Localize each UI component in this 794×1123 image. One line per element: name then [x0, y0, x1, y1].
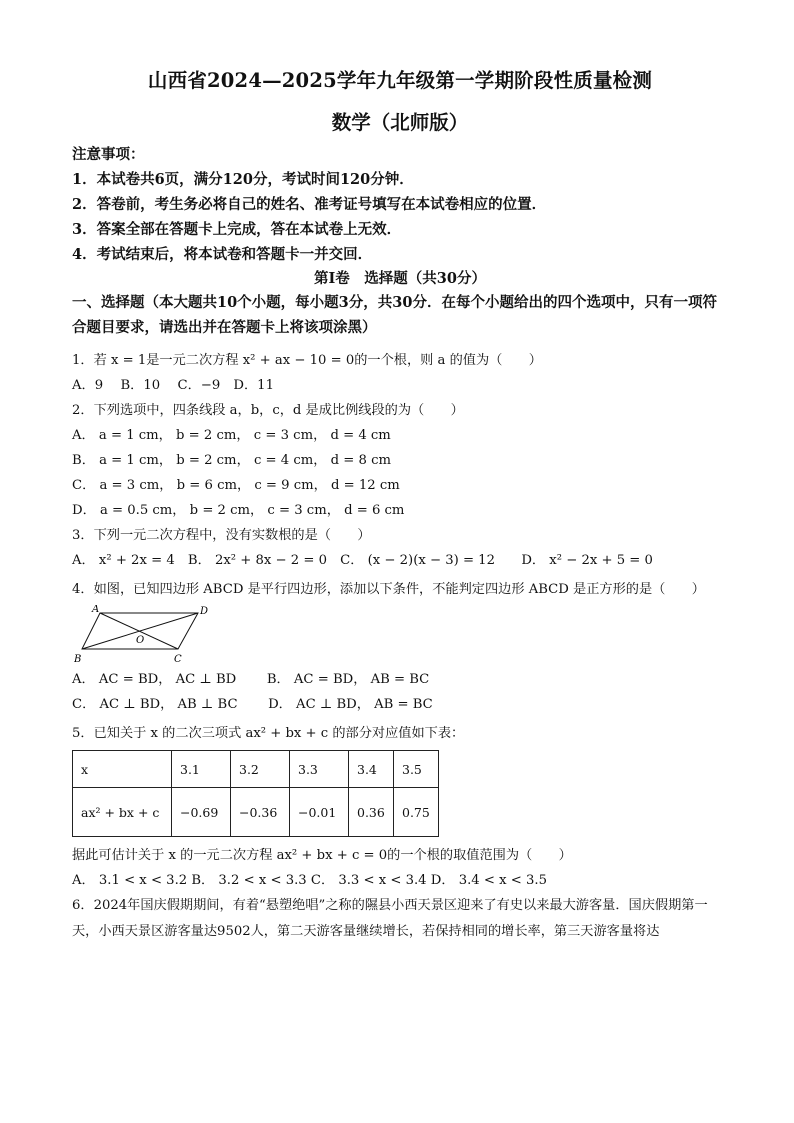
- question-2-option: A． a = 1 cm， b = 2 cm， c = 3 cm， d = 4 cm: [72, 428, 391, 443]
- question-1-options: A．9 B．10 C．−9 D．11: [72, 378, 274, 393]
- question-1-stem: 1．若 x = 1是一元二次方程 x² + ax − 10 = 0的一个根，则 a 的值为（ ）: [72, 353, 542, 368]
- table-cell: −0.69: [172, 788, 231, 837]
- exam-page: [72, 66, 728, 945]
- question-6-stem: 6．2024年国庆假期期间，有着“悬塑绝唱”之称的隰县小西天景区迎来了有史以来最大游客量．国庆假期第一天，小西天景区游客量达9502人，第二天游客量继续增长，若保持相同的增长率，第三天游客量将达: [72, 898, 708, 939]
- parallelogram-diagram: [74, 605, 214, 667]
- question-3-stem: 3．下列一元二次方程中，没有实数根的是（ ）: [72, 528, 371, 543]
- section-description: 一、选择题（本大题共10个小题，每小题3分，共30分．在每个小题给出的四个选项中，只有一项符合题目要求，请选出并在答题卡上将该项涂黑）: [72, 294, 717, 336]
- table-cell: ax² + bx + c: [73, 788, 172, 837]
- table-cell: 3.5: [394, 751, 439, 788]
- value-table: [72, 750, 439, 837]
- notice-item: 1．本试卷共6页，满分120分，考试时间120分钟．: [72, 171, 414, 188]
- question-2-option: C． a = 3 cm， b = 6 cm， c = 9 cm， d = 12 cm: [72, 478, 400, 493]
- vertex-label-d: D: [200, 606, 209, 617]
- question-2-stem: 2．下列选项中，四条线段 a，b，c，d 是成比例线段的为（ ）: [72, 403, 464, 418]
- question-3-options: A． x² + 2x = 4 B． 2x² + 8x − 2 = 0 C． (x − 2)(x − 3) = 12 D． x² − 2x + 5 = 0: [72, 553, 653, 568]
- table-cell: 3.2: [231, 751, 290, 788]
- table-cell: 3.4: [349, 751, 394, 788]
- vertex-label-a: A: [92, 605, 100, 615]
- parallelogram-figure: [74, 605, 214, 667]
- notice-heading: 注意事项：: [72, 146, 145, 163]
- question-4-options-row1: A． AC = BD， AC ⊥ BD B． AC = BD， AB = BC: [72, 672, 430, 687]
- table-cell: −0.36: [231, 788, 290, 837]
- question-4-options-row2: C． AC ⊥ BD， AB ⊥ BC D． AC ⊥ BD， AB = BC: [72, 697, 433, 712]
- question-2-option: D． a = 0.5 cm， b = 2 cm， c = 3 cm， d = 6 cm: [72, 503, 405, 518]
- table-row: [73, 788, 439, 837]
- table-cell: 3.1: [172, 751, 231, 788]
- table-cell: 0.75: [394, 788, 439, 837]
- exam-title: 山西省2024—2025学年九年级第一学期阶段性质量检测: [147, 69, 653, 92]
- question-5-after: 据此可估计关于 x 的一元二次方程 ax² + bx + c = 0的一个根的取值范围为（ ）: [72, 848, 572, 863]
- vertex-label-b: B: [74, 654, 82, 665]
- section-heading: 第Ⅰ卷 选择题（共30分）: [314, 270, 486, 287]
- table-cell: 0.36: [349, 788, 394, 837]
- table-cell: 3.3: [290, 751, 349, 788]
- notice-item: 4．考试结束后，将本试卷和答题卡一并交回．: [72, 246, 373, 263]
- table-cell: −0.01: [290, 788, 349, 837]
- center-label-o: O: [136, 635, 145, 646]
- vertex-label-c: C: [174, 654, 182, 665]
- question-5-options: A． 3.1 < x < 3.2 B． 3.2 < x < 3.3 C． 3.3 < x < 3.4 D． 3.4 < x < 3.5: [72, 873, 547, 888]
- notice-item: 2．答卷前，考生务必将自己的姓名、准考证号填写在本试卷相应的位置．: [72, 196, 547, 213]
- question-4-stem: 4．如图，已知四边形 ABCD 是平行四边形，添加以下条件，不能判定四边形 ABCD 是正方形的是（ ）: [72, 582, 705, 597]
- question-5-stem: 5．已知关于 x 的二次三项式 ax² + bx + c 的部分对应值如下表：: [72, 726, 465, 741]
- table-row: [73, 751, 439, 788]
- table-cell: x: [73, 751, 172, 788]
- question-2-option: B． a = 1 cm， b = 2 cm， c = 4 cm， d = 8 cm: [72, 453, 391, 468]
- notice-item: 3．答案全部在答题卡上完成，答在本试卷上无效．: [72, 221, 402, 238]
- exam-subtitle: 数学（北师版）: [331, 111, 469, 134]
